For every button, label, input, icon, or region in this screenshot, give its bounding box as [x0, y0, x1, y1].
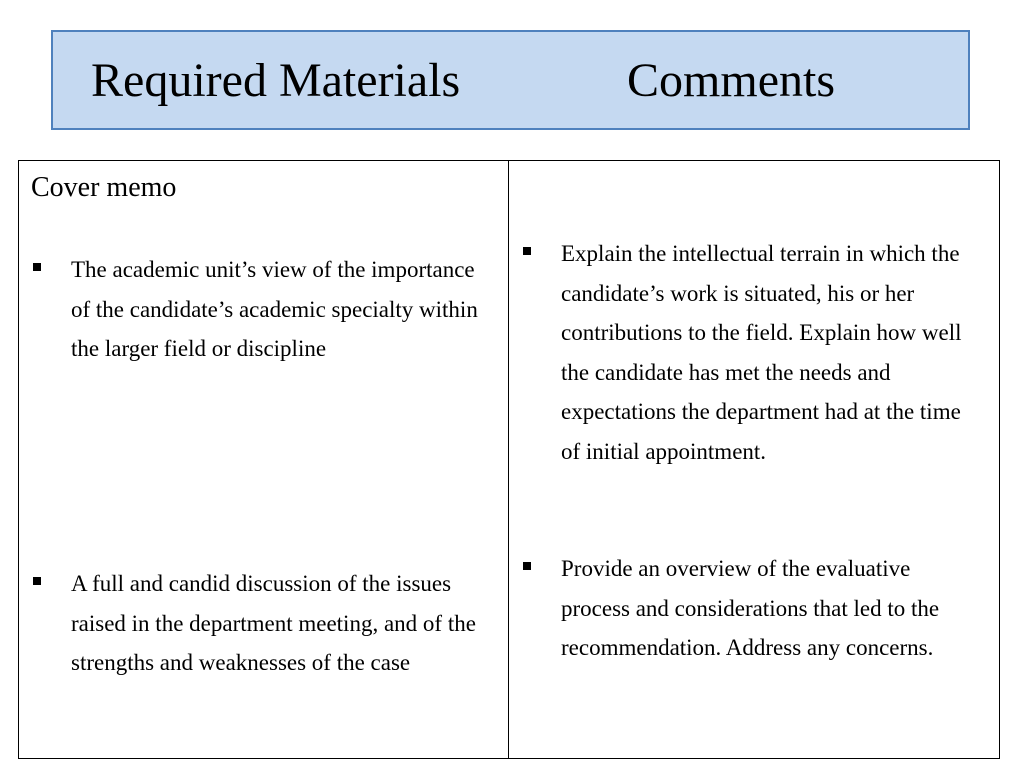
left-bullet-text: A full and candid discussion of the issues raised in the department meeting, and of the strengths and weaknesses of the case [71, 571, 476, 675]
right-bullet-text: Provide an overview of the evaluative process and considerations that led to the recommendation. Address any concerns. [561, 556, 940, 660]
square-bullet-icon [523, 562, 531, 570]
right-bullet-item [523, 234, 978, 471]
right-bullet-item [523, 549, 978, 668]
left-bullet-item [33, 564, 483, 683]
left-bullet-item [33, 250, 483, 369]
comments-title: Comments [627, 54, 836, 107]
cover-memo-heading: Cover memo [31, 172, 177, 203]
left-bullet-text: The academic unit’s view of the importance of the candidate’s academic specialty within the larger field or discipline [71, 257, 478, 361]
column-divider [508, 161, 509, 758]
square-bullet-icon [523, 247, 531, 255]
square-bullet-icon [33, 263, 41, 271]
square-bullet-icon [33, 577, 41, 585]
content-table [18, 160, 1000, 759]
required-materials-title: Required Materials [91, 54, 461, 107]
header-banner [51, 30, 970, 130]
right-bullet-text: Explain the intellectual terrain in which the candidate’s work is situated, his or her contributions to the field. Explain how well the candidate has met the needs and expectations the department had at the time of initial appointment. [561, 241, 962, 464]
